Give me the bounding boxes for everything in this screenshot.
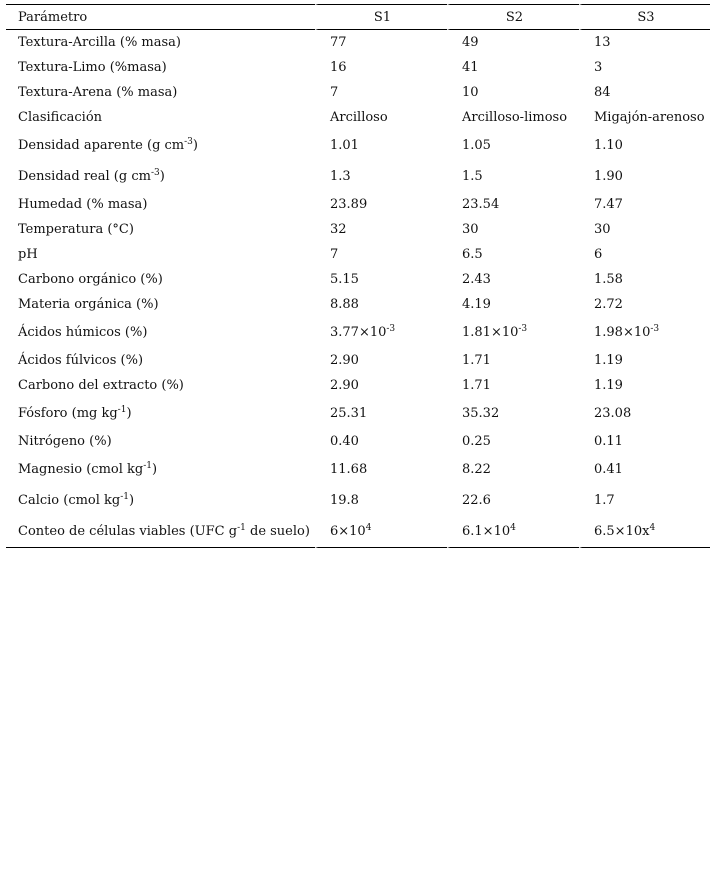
table-row: [6, 80, 710, 105]
header-row: [6, 4, 710, 30]
s3-cell: 1.58: [579, 267, 710, 292]
param-cell: Temperatura (°C): [18, 222, 134, 237]
table-row: [6, 348, 710, 373]
s3-cell: 1.90: [579, 161, 710, 192]
table-row: [6, 317, 710, 348]
s3-cell: 30: [579, 217, 710, 242]
table-row: [6, 292, 710, 317]
table-row: [6, 192, 710, 217]
s1-cell: 0.40: [315, 429, 447, 454]
s1-cell: 16: [315, 55, 447, 80]
param-cell: Nitrógeno (%): [18, 434, 112, 449]
param-cell: Densidad aparente (g $cm^{-3}$): [18, 137, 198, 153]
s3-cell: 1.19: [579, 348, 710, 373]
s1-cell: 32: [315, 217, 447, 242]
s1-cell: 2.90: [315, 348, 447, 373]
s1-cell: 5.15: [315, 267, 447, 292]
s1-cell: Arcilloso: [315, 105, 447, 130]
param-cell: Densidad real (g $cm^{-3}$): [18, 168, 165, 184]
s2-cell: $6.1\times 10^4$: [447, 516, 579, 548]
s1-cell: 25.31: [315, 398, 447, 429]
param-cell: Textura-Limo (%masa): [18, 60, 167, 75]
s1-cell: 7: [315, 242, 447, 267]
s1-cell: 1.01: [315, 130, 447, 161]
param-cell: Ácidos húmicos (%): [18, 325, 148, 340]
s2-cell: $1.81\times 10^{-3}$: [447, 317, 579, 348]
s2-cell: 1.71: [447, 348, 579, 373]
param-cell: Carbono orgánico (%): [18, 272, 163, 287]
s2-cell: 49: [447, 30, 579, 55]
param-cell: Humedad (% masa): [18, 197, 148, 212]
table-row: [6, 105, 710, 130]
table-row: [6, 398, 710, 429]
s3-cell: 1.19: [579, 373, 710, 398]
s3-cell: 1.7: [579, 485, 710, 516]
soil-parameters-table: [6, 4, 710, 548]
s2-cell: Arcilloso-limoso: [447, 105, 579, 130]
s3-cell: 2.72: [579, 292, 710, 317]
s3-cell: 23.08: [579, 398, 710, 429]
table-row: [6, 30, 710, 55]
s2-cell: 0.25: [447, 429, 579, 454]
s2-cell: 35.32: [447, 398, 579, 429]
s3-cell: 13: [579, 30, 710, 55]
s2-cell: 1.5: [447, 161, 579, 192]
s2-cell: 30: [447, 217, 579, 242]
param-cell: Ácidos fúlvicos (%): [18, 353, 144, 368]
s2-cell: 22.6: [447, 485, 579, 516]
s3-cell: $6.5\times 10x^4$: [579, 516, 710, 548]
s3-cell: 6: [579, 242, 710, 267]
table-row: [6, 217, 710, 242]
s1-cell: 23.89: [315, 192, 447, 217]
header-s1: S1: [315, 4, 447, 30]
s3-cell: 0.41: [579, 454, 710, 485]
s1-cell: $3.77\times 10^{-3}$: [315, 317, 447, 348]
table-row: [6, 373, 710, 398]
s1-cell: 77: [315, 30, 447, 55]
param-cell: Textura-Arena (% masa): [18, 85, 178, 100]
s2-cell: 2.43: [447, 267, 579, 292]
table-row: [6, 429, 710, 454]
header-s3: S3: [579, 4, 710, 30]
s2-cell: 6.5: [447, 242, 579, 267]
param-cell: pH: [18, 247, 38, 262]
s2-cell: 10: [447, 80, 579, 105]
s3-cell: 3: [579, 55, 710, 80]
s1-cell: 2.90: [315, 373, 447, 398]
param-cell: Textura-Arcilla (% masa): [18, 35, 182, 50]
param-cell: Clasificación: [18, 110, 103, 125]
param-cell: Magnesio (cmol $kg^{-1}$): [18, 461, 158, 477]
s1-cell: 11.68: [315, 454, 447, 485]
s1-cell: 1.3: [315, 161, 447, 192]
s2-cell: 4.19: [447, 292, 579, 317]
s2-cell: 41: [447, 55, 579, 80]
s3-cell: $1.98\times 10^{-3}$: [579, 317, 710, 348]
header-s2: S2: [447, 4, 579, 30]
table-row: [6, 267, 710, 292]
param-cell: Conteo de células viables (UFC $g^{-1}$ de suelo): [6, 516, 315, 548]
s3-cell: 7.47: [579, 192, 710, 217]
table-row: [6, 485, 710, 516]
table-row: [6, 454, 710, 485]
s3-cell: 84: [579, 80, 710, 105]
s3-cell: Migajón-arenoso: [579, 105, 710, 130]
table-row: [6, 130, 710, 161]
header-parametro: Parámetro: [6, 4, 315, 30]
s3-cell: 1.10: [579, 130, 710, 161]
table-row: [6, 516, 710, 548]
s3-cell: 0.11: [579, 429, 710, 454]
s1-cell: 19.8: [315, 485, 447, 516]
s2-cell: 23.54: [447, 192, 579, 217]
param-cell: Carbono del extracto (%): [18, 378, 184, 393]
s1-cell: 7: [315, 80, 447, 105]
table-row: [6, 55, 710, 80]
table-row: [6, 161, 710, 192]
s1-cell: 8.88: [315, 292, 447, 317]
param-cell: Calcio (cmol $kg^{-1}$): [18, 492, 135, 508]
s2-cell: 8.22: [447, 454, 579, 485]
s2-cell: 1.05: [447, 130, 579, 161]
s1-cell: $6\times 10^4$: [315, 516, 447, 548]
param-cell: Materia orgánica (%): [18, 297, 159, 312]
table-row: [6, 242, 710, 267]
param-cell: Fósforo (mg $kg^{-1}$): [18, 405, 132, 421]
s2-cell: 1.71: [447, 373, 579, 398]
